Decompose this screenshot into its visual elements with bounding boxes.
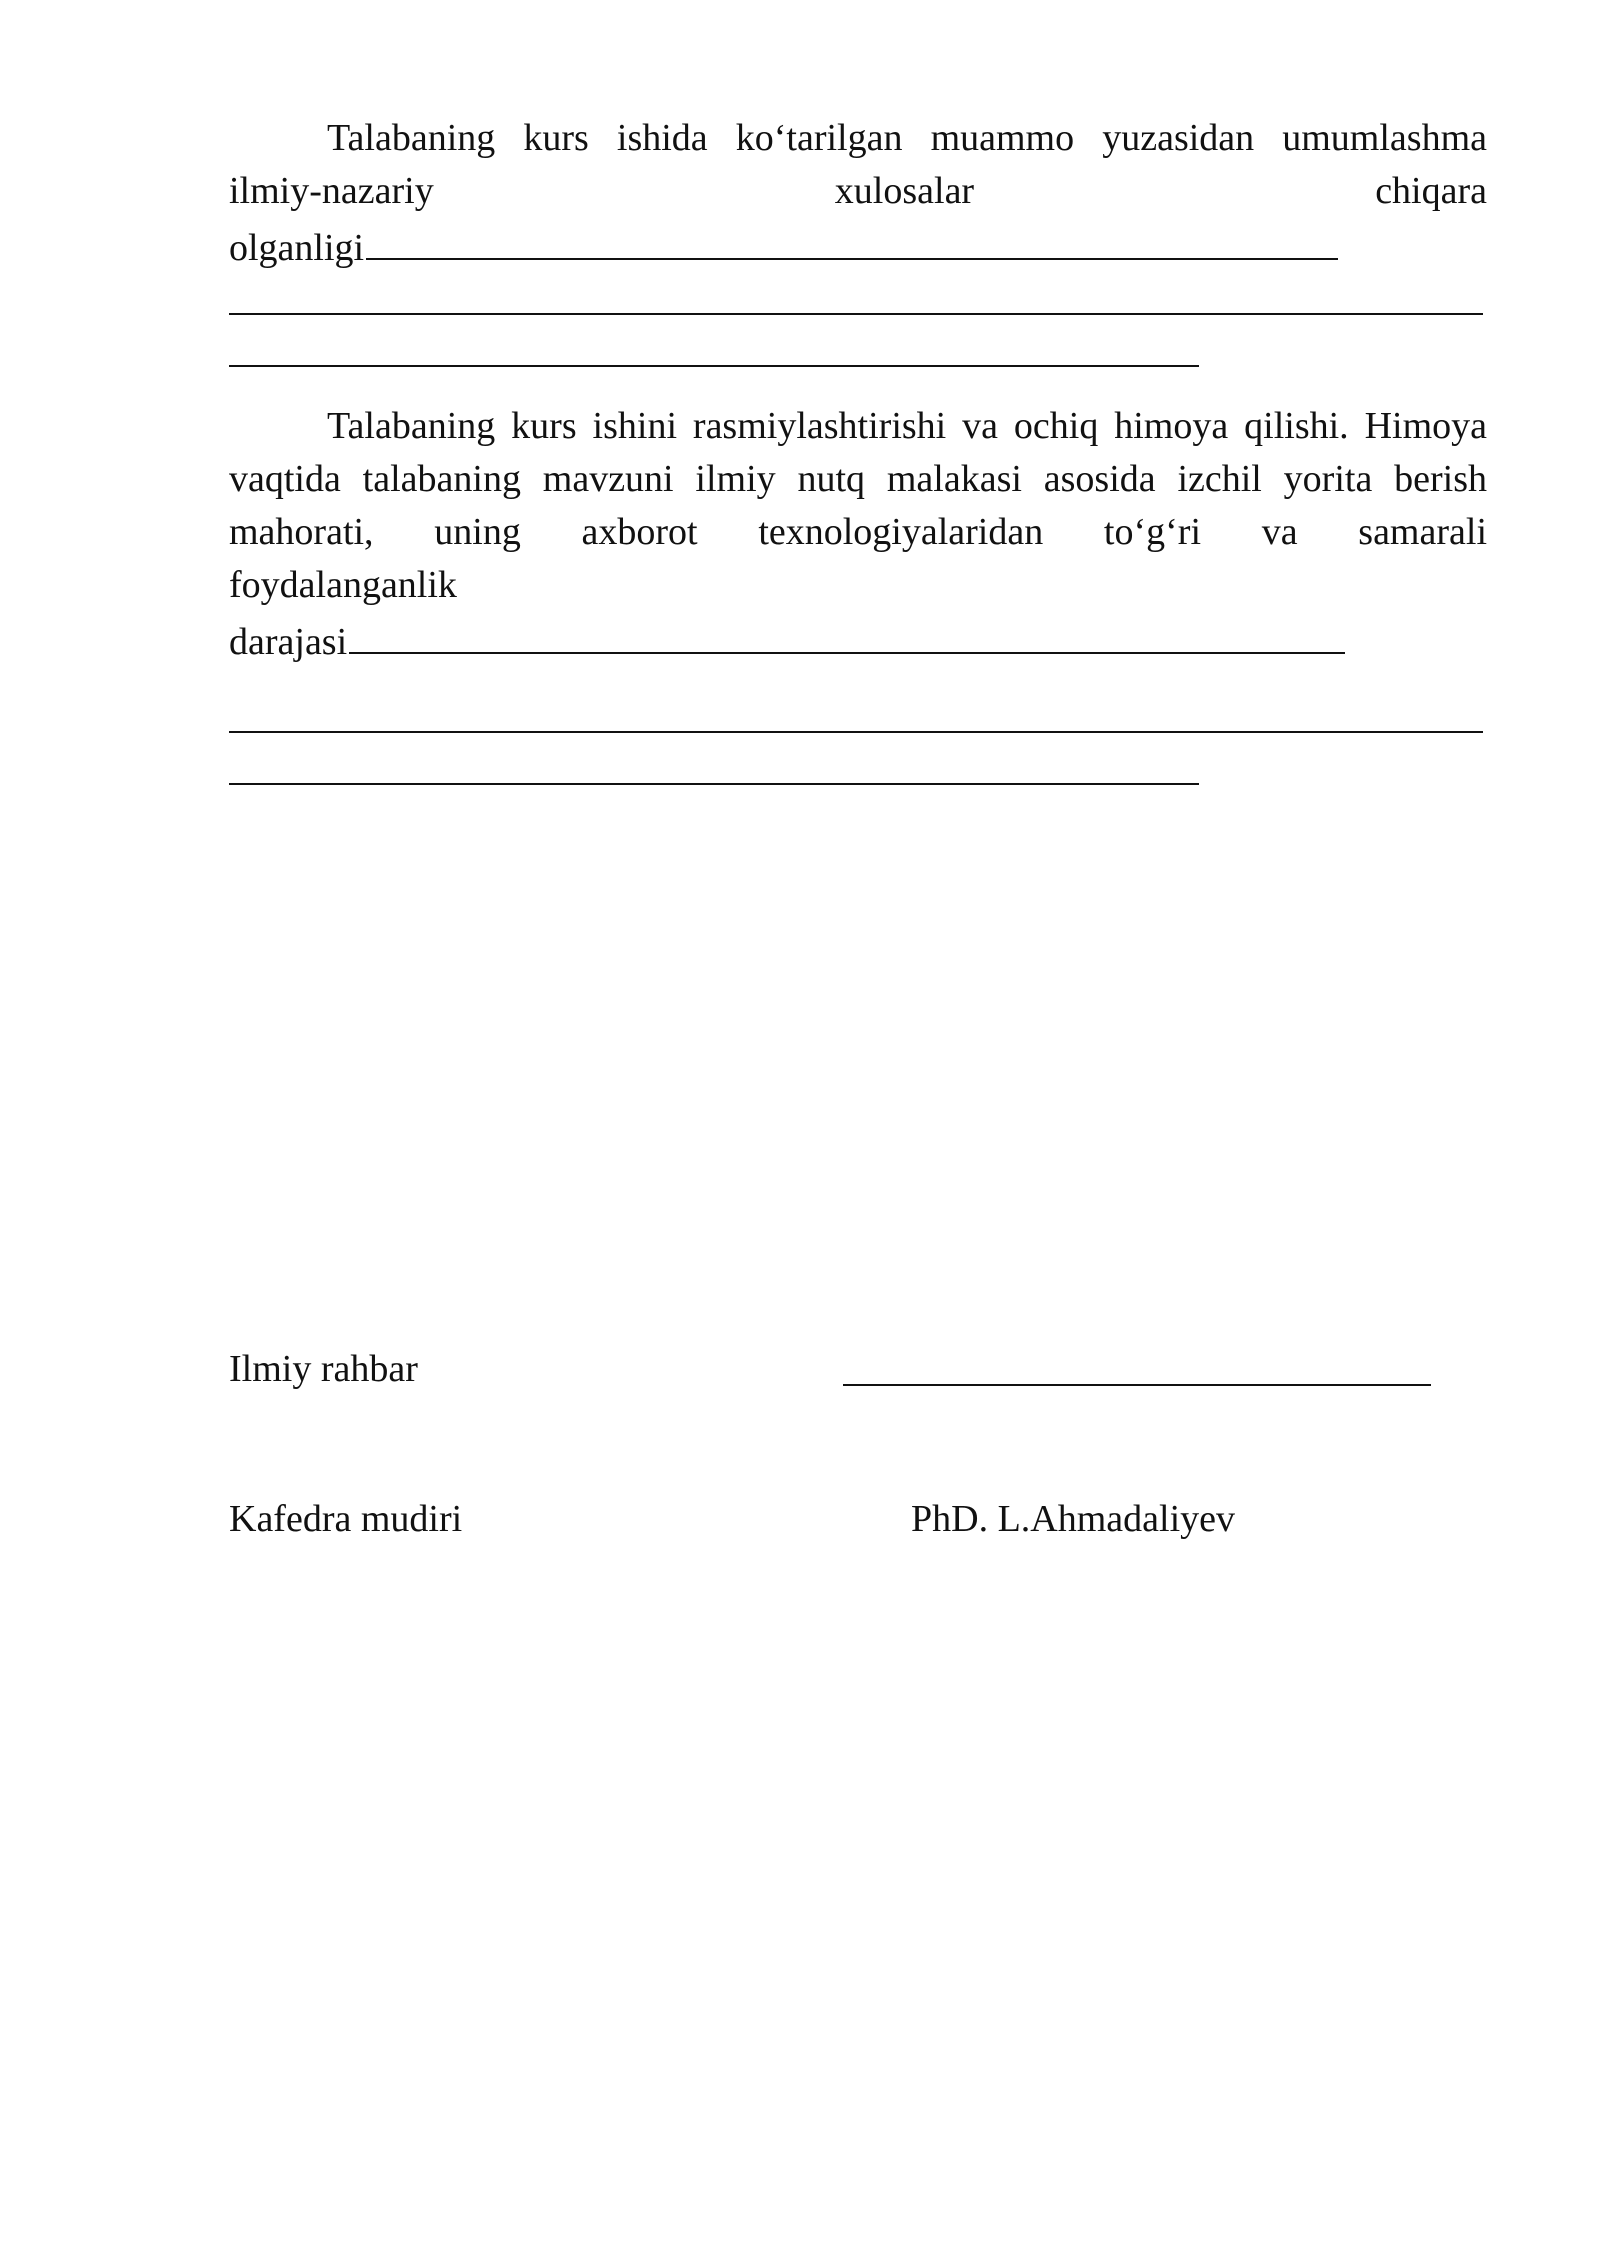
word-olganligi: olganligi	[229, 227, 365, 269]
head-of-department-label: Kafedra mudiri	[229, 1498, 463, 1540]
fill-in-line-short[interactable]	[229, 365, 1199, 367]
word-darajasi: darajasi	[229, 621, 348, 663]
paragraph-problem-conclusions	[229, 112, 1487, 271]
fill-in-line-full[interactable]	[229, 731, 1483, 733]
paragraph-1-line-1: Talabaning kurs ishida ko‘tarilgan muammo yuzasidan umumlashma	[327, 117, 1487, 159]
paragraph-defense-evaluation	[229, 400, 1487, 665]
fill-in-line[interactable]	[349, 612, 1345, 654]
supervisor-signature-line[interactable]	[843, 1384, 1431, 1386]
paragraph-2-text: Talabaning kurs ishini rasmiylashtirishi va ochiq himoya qilishi. Himoya vaqtida talabaning mavzuni ilmiy nutq malakasi asosida izchil yorita berish mahorati, uning axborot texnologiyalaridan to‘g‘ri va samarali	[229, 405, 1487, 553]
fill-in-line[interactable]	[366, 218, 1338, 260]
word-xulosalar: xulosalar	[834, 170, 975, 212]
paragraph-2-line-4: foydalanganlik	[229, 564, 457, 606]
fill-in-line-short[interactable]	[229, 783, 1199, 785]
supervisor-label: Ilmiy rahbar	[229, 1348, 418, 1390]
fill-in-line-full[interactable]	[229, 313, 1483, 315]
head-of-department-name: PhD. L.Ahmadaliyev	[911, 1498, 1236, 1540]
word-chiqara: chiqara	[1375, 170, 1487, 212]
paragraph-2-tail-line	[229, 612, 1487, 665]
word-ilmiy-nazariy: ilmiy-nazariy	[229, 170, 434, 212]
paragraph-1-tail-line	[229, 218, 1487, 271]
paragraph-1-line-2	[229, 165, 1487, 218]
